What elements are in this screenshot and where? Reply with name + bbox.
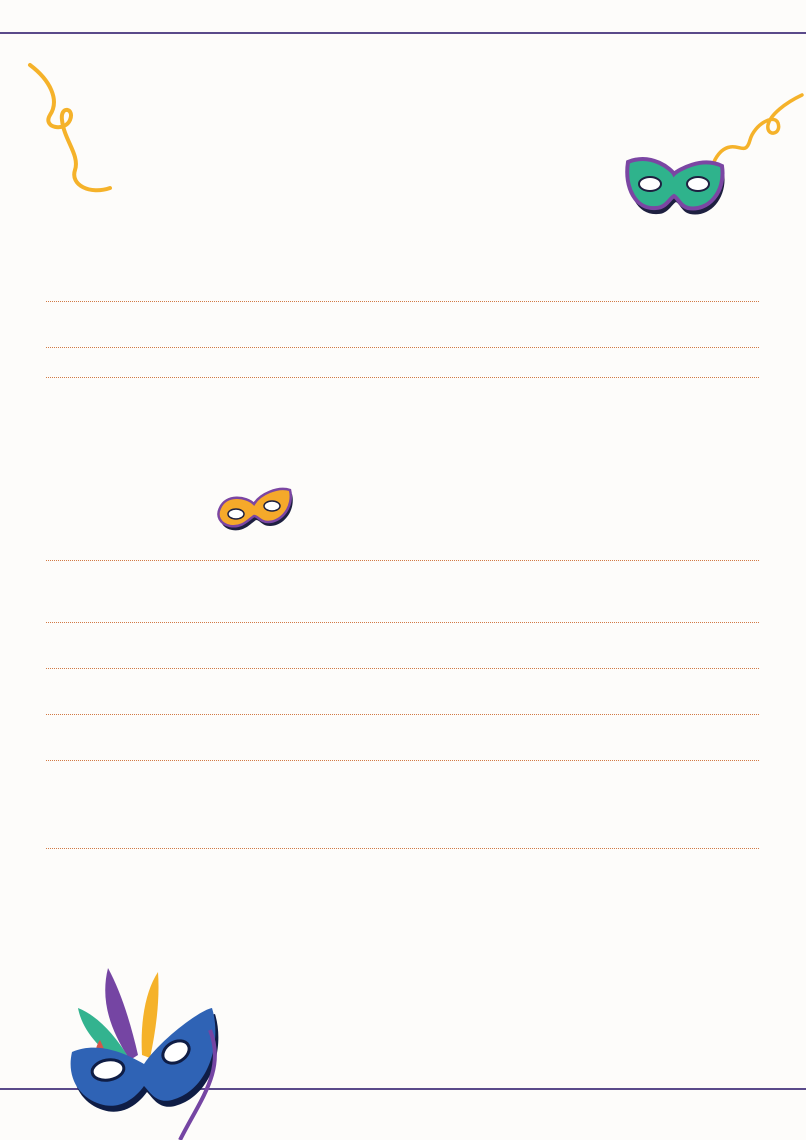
item-price-row [45,350,760,351]
menu-item [45,763,760,764]
green-mask-icon [622,152,726,224]
dot-leader [46,622,759,623]
item-price-row [45,763,760,764]
item-price-row [45,304,760,305]
menu-item [45,625,760,626]
dot-leader [46,560,759,561]
dot-leader [46,760,759,761]
top-bunting-string [0,32,806,34]
orange-mask-icon [216,486,294,532]
item-price-row [45,851,760,852]
dot-leader [46,714,759,715]
dot-leader [46,347,759,348]
item-price-row [45,717,760,718]
menu-item [45,563,760,564]
item-price-row [45,563,760,564]
menu-item [45,380,760,381]
menu-item [45,671,760,672]
menu-item [45,851,760,852]
menu-item [45,304,760,305]
carnaval-title [130,82,690,162]
item-price-row [45,380,760,381]
item-price-row [45,671,760,672]
item-price-row [45,625,760,626]
menu-item [45,350,760,351]
dot-leader [46,377,759,378]
streamer-left-icon [20,60,120,200]
menu-item [45,717,760,718]
dot-leader [46,848,759,849]
dot-leader [46,668,759,669]
dot-leader [46,301,759,302]
blue-feathered-mask-icon [60,960,230,1140]
